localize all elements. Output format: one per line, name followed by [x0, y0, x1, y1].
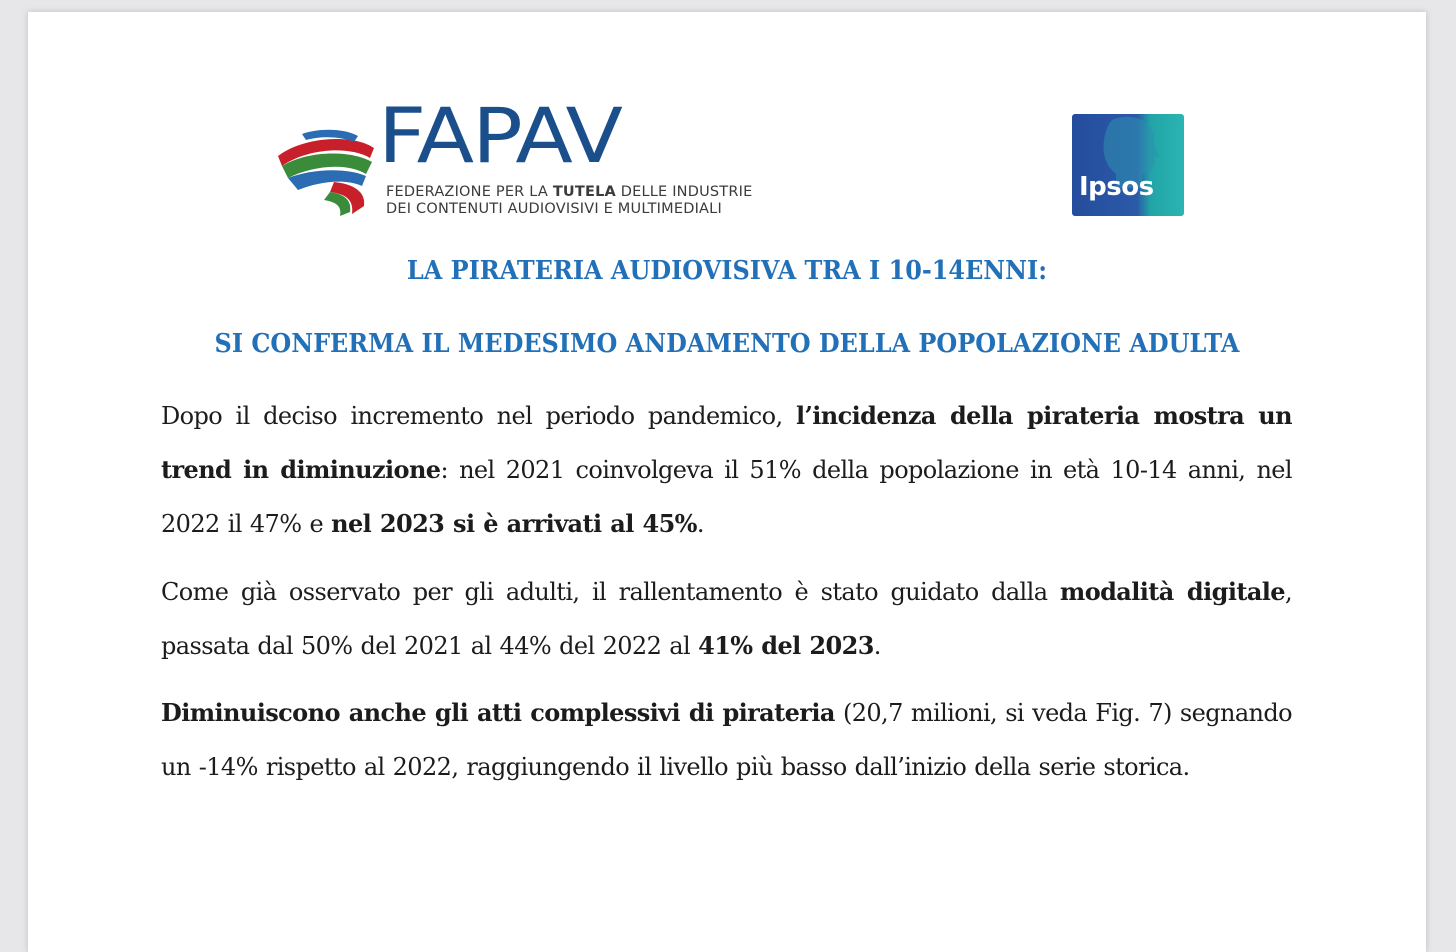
document-title-line2: SI CONFERMA IL MEDESIMO ANDAMENTO DELLA POPOLAZIONE ADULTA: [214, 329, 1240, 359]
fapav-subtitle: [386, 184, 752, 218]
paragraph-digital-mode: Come già osservato per gli adulti, il rallentamento è stato guidato dalla modalità digitale, passata dal 50% del 2021 al 44% del 2022 al 41% del 2023.: [161, 577, 1292, 660]
fapav-logo: [274, 91, 774, 222]
fapav-subtitle-line1: FEDERAZIONE PER LA TUTELA DELLE INDUSTRIE: [386, 184, 753, 200]
ipsos-logo: [1072, 114, 1184, 216]
fapav-wordmark: FAPAV: [378, 91, 621, 180]
ipsos-wordmark: Ipsos: [1079, 172, 1154, 202]
paragraph-incidence: Dopo il deciso incremento nel periodo pandemico, l’incidenza della pirateria mostra un trend in diminuzione: nel 2021 coinvolgeva il 51% della popolazione in età 10-14 anni, nel 2022 il 47% e nel 2023 si è arrivati al 45%.: [161, 401, 1293, 538]
document-title-line1: LA PIRATERIA AUDIOVISIVA TRA I 10-14ENNI:: [406, 256, 1048, 286]
document-page: [28, 12, 1426, 952]
paragraph-piracy-acts: Diminuiscono anche gli atti complessivi di pirateria (20,7 milioni, si veda Fig. 7) segnando un -14% rispetto al 2022, raggiungendo il livello più basso dall’inizio della serie storica.: [161, 698, 1292, 781]
fapav-subtitle-line2: DEI CONTENUTI AUDIOVISIVI E MULTIMEDIALI: [386, 201, 722, 217]
tricolor-ribbon-icon: [274, 126, 384, 216]
